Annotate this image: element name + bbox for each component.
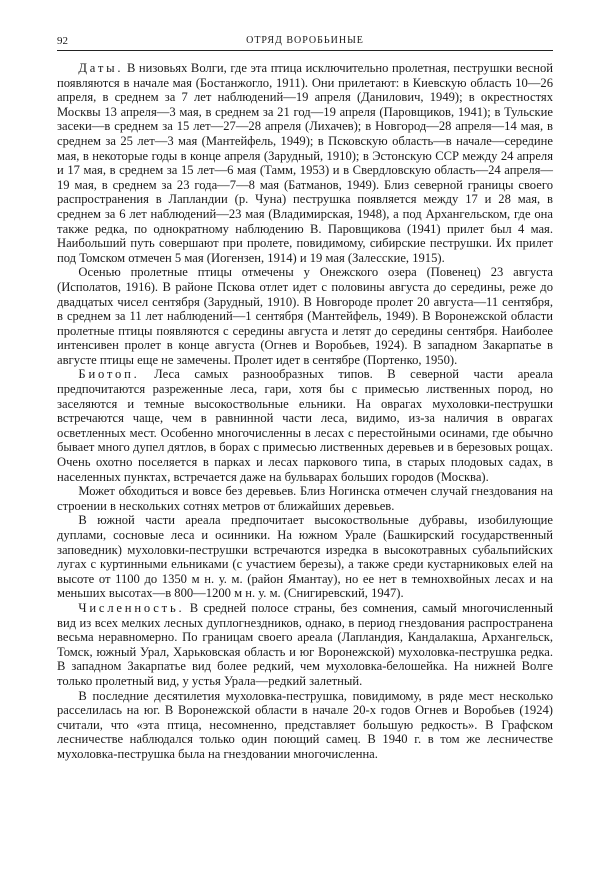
paragraph-dates — [57, 61, 553, 265]
page-number: 92 — [57, 35, 68, 47]
paragraph-text: В средней полосе страны, без сомнения, самый многочисленный вид из всех мелких лесных дуплогнездников, однако, в период гнездования распространена весьма неравномерно. По границам своего ареала (Лапландия, Кандалакша, Архангельск, Томск, южный Урал, Харьковская область и юг Воронежской) мухоловка-пеструшка редка. В западном Закарпатье вид более редкий, чем мухоловка-белошейка. На нижней Волге только пролетный вид, у устья Урала—редкий залетный. — [57, 600, 553, 688]
paragraph-text: Леса самых разнообразных типов. В северной части ареала предпочитаются разреженные леса, гари, хотя бы с примесью лиственных пород, но заселяются и темные высокоствольные ельники. На оврагах мухоловки-пеструшки встречаются чаще, чем в равнинной части леса, видимо, из-за наличия в оврагах осветленных мест. Особенно многочисленны в лесах с перестойными осинами, где обычно бывает много дупел дятлов, в борах с примесью лиственных деревьев и в березовых рощах. Очень охотно поселяется в парках и лесах паркового типа, в старых плодовых садах, в населенных пунктах, встречается даже на бульварах больших городов (Москва). — [57, 367, 553, 484]
running-head — [57, 34, 553, 51]
paragraph-biotope — [57, 367, 553, 484]
paragraph-text: В южной части ареала предпочитает высокоствольные дубравы, изобилующие дуплами, сосновые леса и осинники. На южном Урале (Башкирский государственный заповедник) мухоловки-пеструшки встречаются изредка в высокотравных субальпийских лугах с куртинными ельниками (с участием березы), а также среди кустарниковых елей на высоте от 1100 до 1350 м н. у. м. (район Ямантау), но ее нет в темнохвойных лесах и на меньших высотах—в 800—1200 м н. у. м. (Снигиревский, 1947). — [57, 513, 553, 601]
paragraph-southern-range — [57, 513, 553, 601]
paragraph-text: Осенью пролетные птицы отмечены у Онежского озера (Повенец) 23 августа (Исполатов, 1916). В районе Пскова отлет идет с половины августа до середины, реже до двадцатых чисел сентября (Зарудный, 1910). В Новгороде пролет 20 августа—11 сентября, в среднем за 11 лет наблюдений—1 сентября (Мантейфель, 1949). В Воронежской области пролетные птицы появляются с середины августа и летят до середины сентября. Наиболее интенсивен пролет в конце августа (Огнев и Воробьев, 1924). В западном Закарпатье в августе птицы еще не замечены. Пролет идет в сентябре (Портенко, 1950). — [57, 265, 553, 367]
section-heading-dates: Даты. — [78, 61, 124, 75]
paragraph-without-trees — [57, 484, 553, 513]
text-body — [57, 61, 553, 762]
paragraph-abundance — [57, 601, 553, 689]
section-title: ОТРЯД ВОРОБЬИНЫЕ — [246, 35, 364, 46]
paragraph-recent-decades — [57, 689, 553, 762]
book-page — [57, 34, 553, 762]
section-heading-abundance: Численность. — [78, 600, 185, 615]
paragraph-autumn-migration — [57, 265, 553, 367]
paragraph-text: В низовьях Волги, где эта птица исключительно пролетная, пеструшки весной появляются в начале мая (Бостанжогло, 1911). Они прилетают: в Киевскую область 10—26 апреля, в среднем за 7 лет наблюдений—19 апреля (Данилович, 1949); в окрестностях Москвы 13 апреля—3 мая, в среднем за 21 год—19 апреля (Паровщиков, 1941); в Тульские засеки—в среднем за 15 лет—27—28 апреля (Лихачев); в Новгород—28 апреля—14 мая, в среднем за 25 лет—3 мая (Мантейфель, 1949); в Псковскую область—в начале—середине мая, в некоторые годы в конце апреля (Зарудный, 1910); в Эстонскую ССР между 24 апреля и 17 мая, в среднем за 15 лет—6 мая (Тамм, 1953) и в Свердловскую область—24 апреля—19 мая, в среднем за 23 года—7—8 мая (Батманов, 1949). Близ северной границы своего распространения в Лапландии (р. Чуна) пеструшка появляется между 17 и 28 мая, в среднем за 6 лет наблюдений—23 мая (Владимирская, 1948), а под Архангельском, где она также редка, по однократному наблюдению В. Паровщикова (1941) прилет был 4 мая. Наибольший путь совершают при пролете, повидимому, сибирские пеструшки. Их прилет под Томском отмечен 5 мая (Иогензен, 1914) и 19 мая (Залесские, 1915). — [57, 61, 553, 265]
paragraph-text: В последние десятилетия мухоловка-пеструшка, повидимому, в ряде мест несколько расселилась на юг. В Воронежской области в начале 20-х годов Огнев и Воробьев (1924) считали, что «эта птица, несомненно, представляет большую редкость». В Графском лесничестве наблюдался только один поющий самец. В 1940 г. в том же лесничестве мухоловка-пеструшка была на гнездовании многочисленна. — [57, 688, 553, 761]
section-heading-biotope: Биотоп. — [78, 367, 140, 382]
paragraph-text: Может обходиться и вовсе без деревьев. Близ Ногинска отмечен случай гнездования на строении в нескольких сотнях метров от ближайших деревьев. — [57, 484, 553, 513]
